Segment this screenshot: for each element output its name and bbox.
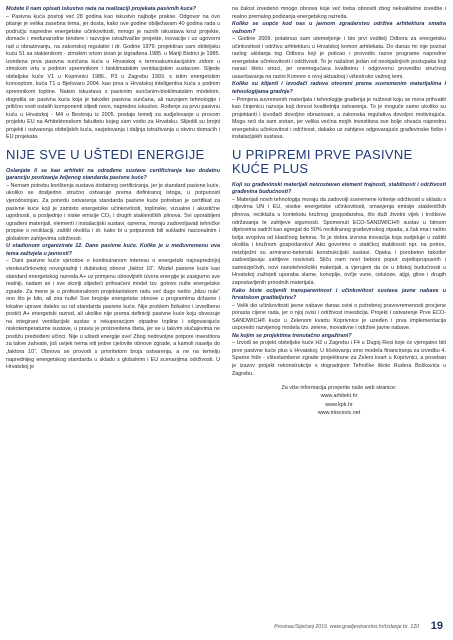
page-number: 19 bbox=[430, 620, 443, 632]
interview-answer: – Primjena suvremenih materijala i tehnologije građenja je nužnost koju se mora prihvatiti kao činjenicu razvoja koji donosi kvalitetnija ostvarenja. To je moguće samo ukoliko su projektanti i izvođači dovoljno obrazovani, a zakonska regulativa dovoljno motivirajuća. Mogu reći da sam sretan, jer velika većina mojih investitora sve bolje shvaća naprednu energetsku učinkovitost i održivost, dakako uz zahtjeve odgovarajuće građevinske fizike i instalacijskih sustava. bbox=[232, 96, 446, 141]
interview-question: Koliko su klijenti i izvođači radova otvoreni prema suvremenim materijalima i tehnologijama gradnje? bbox=[232, 81, 446, 96]
interview-answer: na žalost izvedeno mnogo obnova koje već treba obnoviti zbog nekvalitetne izvedbe i realno premalog podizanja energetskog razreda. bbox=[232, 6, 446, 20]
website-link[interactable]: www.arhitekt.hr bbox=[320, 393, 358, 400]
website-link[interactable]: www.miscevic.net bbox=[317, 410, 361, 417]
interview-question: Koliko se uopće kod nas u javnom zgradarstvu održiva arhitektura smatra važnom? bbox=[232, 21, 446, 35]
interview-answer: – Godine 2009. potaknuo sam utemeljenje i bio prvi voditelj Odbora za energetsku učinkovitost i održivu arhitekturu u Hrvatskoj komori arhitekata. Do danas mi nije poznat razlog ukidanja tog Odbora koji je poticao i provodio razne programe napredne energetske učinkovitosti i održivosti. To je nažalost jedan od neobjašnjivih postupaka koji narasi štetu struci, jer onemogućava kvalitetnu i odgovornu provedbu stručnog usavršavanja na razini Komore o ovoj aktualnoj i višestruko važnoj temi. bbox=[232, 36, 446, 80]
left-column bbox=[6, 6, 220, 372]
interview-answer: – Nemam potrebu korištenja sustava dodatnog certificiranja, jer je standard pasivne kuće, ukoliko se dosljedno stručno ostvaruje prema definiranoj istoga, u potpunosti vjerodostojan. Za potvrdu ostvarenja standarda pasivne kuće potreban je certifikat za pasivne kuće koji je zamisto energetske učinkovitosti, toplinske, vizualne i akustične ugodnosti, a posljednjo i niske emisije CO₂ i drugih stakleničkih plinova. Svi uporabljeni ugrađeni materijali, elementi i instalacijski sustavi, oprema, moraju zadovoljavati tehničke propise o reciklaciji, zaštiti okoliša i dr. kako bi u potpunosti bili sukladni nacionalnim i globalnim zahtjevima održivosti. bbox=[6, 182, 220, 242]
contact-intro: Za više informacija provjerite naše web stranice: bbox=[281, 385, 397, 392]
interview-answer: – Materijali novih tehnologija moraju da zadovolji suvremene kriterije održivosti u skladu s ciljevima UN i EU, visoke energetske učinkovitosti, smanjenja emisije stakleničkih plinova, reciklaža u kontekstu kružnog gospodarstva, što duži životni vijek i troškove održavanja te zahtjeve sigurnosti. Spomenuti ECO-SANDWICH® sustav u bitnom dijelovima sadrži kao agregat do 50% recikliranog građevinskog otpada, a čak ima i nešto bolja svojstva od klasičnog betona. To je dobra izvrsna inovacija koja sudjeluje u zaštiti okoliša i kružnom gospodarstvu! Ako govorimo o statičkoj stabilnosti npr. na potres, neizbježni su armirano-betonski konstrukcijski sustavi. Opeka i porobeton također zadovoljavaju zahtjeve nosivosti. Sliču nam novi beboni poput svjetloprupusnih i samoizječivih, novi nanotehnološki materijali, a vjerujem da će u bliskoj budućnosti u Hrvatskoj zaživjeti uporaba slame, konoplje, ovčje vune, celuloze, aljgi, gline i drugih zapostavljenih prirodnih materijala. bbox=[232, 196, 446, 286]
section-heading: NIJE SVE U UŠTEDI ENERGIJE bbox=[6, 146, 205, 162]
interview-question: Koji su građevinski materijali neizostavan element trajnosti, stabilnosti i održivosti građevina budućnosti? bbox=[232, 181, 446, 196]
website-link[interactable]: www.kpk.hr bbox=[325, 401, 353, 408]
interview-question: Oslanjate li se kao arhitekt na određene sustave certificiranja kao dodatnu garanciju postizanja željenog standarda pasivne kuće? bbox=[6, 167, 220, 182]
interview-question: U stadionom organizirate 12. Dane pasivne kuće. Kolike je u međuvremenu ova tema zaživjela u javnosti? bbox=[6, 243, 220, 257]
interview-question: Možete li nam opisati iskustvo rada na realizaciji projekata pasivnih kuća? bbox=[6, 6, 196, 12]
interview-answer: – Dani pasivne kuće vjerodoe o kontinuiranom interesu o energetski najnaprednijoj visokoučinkovitoj novogradnji i dubinskoj obnovi „faktor 10“. Model pasivne kuće kao standard energetskog razreda A+ uz primjenu obnovljivih izvora energije je zasigurno sve realniji, nadam se i sve skoriji slijedeći prihvaćeni model tzv. gotovo nulte energetske zgrade. Za mene je u profesionalnom projektantskom radu već dugo nešto „blizu nule“ ono što je bilo, ali zna nulle! Sve brojnije energetske obnove u programima državne i lokalne uprave daleko su od standarda pasivne kuće. Nije problem fizikalno i izvedbeno postići A+ energetski razred, ali ukoliko nije prema definiciji pasivne kuće koju obvezuje na integirani ventilacijski sustav s rekuperacijom otpadne topline i odgovarajuće niskotemperaturne sustave, u praviu je proizvedena šteta, jer se u takvim slučajevima ne postižu predviđeni učinci. Nije u uštedi energije sve! Zbog nedovoljne potpore investitora za takve zahvate, još uvijek nema niti jedne cjelovite obnove zgrade, a kamoli naselja do „faktora 10“. Obnova se provodi s prioritetom broja ostvarenja, a ne na temelju naprednijeg energetskog standarda u skladu s globalnim i EU scenarijima održivosti. U Hrvatskoj je bbox=[6, 258, 220, 371]
interview-question: Kako biste ocijenili transparentnost i učinkovitost sustava javne nabave u hrvatskom graditeljstvu? bbox=[232, 287, 446, 302]
right-column bbox=[232, 6, 446, 418]
interview-answer: – Izvodi se projekt obiteljske kuće H2 u Zagrebu i F4 u Dugoj Resi koje će vjerojatno biti prve pasivne kuće plus u Hrvatskoj. U ščekivanju smo modela financiranja za izvedbu 4. Sparne hiže - višestambene zgrade projektirane za Zeleni kvart u Koprivnici, a poseban je izazov projekt rekonstrukcije s dogradnjom Tehničke škole Rudera Boškovića u Zagrebu. bbox=[232, 340, 446, 377]
contact-info bbox=[232, 384, 446, 418]
interview-answer: – Velik dio učinkovitosti javne nabave danas ovisi o potrebnoj pravovremenosti procjene porasta cijene rada, jer o njoj ovisi i održivost investicija. Projekt i ostvarenje Prve ECO-SANDWICH® kuće u Zelenom kvartu Koprivnice je uzeđen i prva implementacija usporedo razvijenog modela tzv. zelene, inovativne i održive javne nabave. bbox=[232, 302, 446, 332]
interview-question: Na kojim se projektima trenutačno angažirani? bbox=[232, 332, 352, 339]
page-footer bbox=[0, 620, 453, 634]
section-heading: U PRIPREMI PRVE PASIVNE KUĆE PLUS bbox=[232, 146, 413, 176]
footer-text: Prosinac/Siječanj 2019. www.gradjevinarstvo.hr/Izdanje br. 120 bbox=[274, 624, 419, 630]
interview-answer: – Pasivna kuća postoji već 28 godina kao iskustvo najbolje prakse. Odgovor na ovo pitanje je velika zasebna tema, jer dosta, kako ove godine obilježavam 40 godina rada u području napredne energetske učinkovitosti, mnogo je raznih iskustava kroz projekte, domaće i međunarodne tenderе i razvojne istraživačke projekte, inovacije i uz ugovorni rad u obrazovanju, na zakonskoj regulativi i dr. Godine 1979. projektirao sam obiteljsku kuću 51 sa staklenikom - zimskim vrtom izvan je izgrađena 1985. u Mariji Bistrici je 1985. izvedena prva pasivna sunčana kuća u Hrvatskoj s termoakumulacijskim zidom u zimskom vrtu s podnim spremnikom i bioklimatskim ventilacijskim sustavom. Slijede obiteljske kuće V1 u Koprivnici 1986., P3 u Zagrebu 1993. s istim energetskim konceptom, kuća T1 u Bjelovaru 2004. kao prva u Hrvatskoj inteligentna kuća s podnim spremnikom topline. Nakon iskustava s pasivnim sunčanim-bioklimatskim modelom, dogodila se pasivna kuća koja je također pasivna sunčana, ali razvojem tehnologije i prilično vosti ostalih komponenti slijedi novo, napredno iskustvo. Rođenje za prvu pasivnu kuću u Hrvatskoj - M4 u Bestovju iz 2005. postaje temelj za sudjelovanje u provom projektu EU na Arhitektonskom fakultetu kojeg sam vodio za Hrvatsku. Slijedili su brojni projekti i ostvarenja obiteljskih kuća, savjetovanja i daljnja istraživanja u okviru domaćih i EU projekata. bbox=[6, 13, 220, 141]
